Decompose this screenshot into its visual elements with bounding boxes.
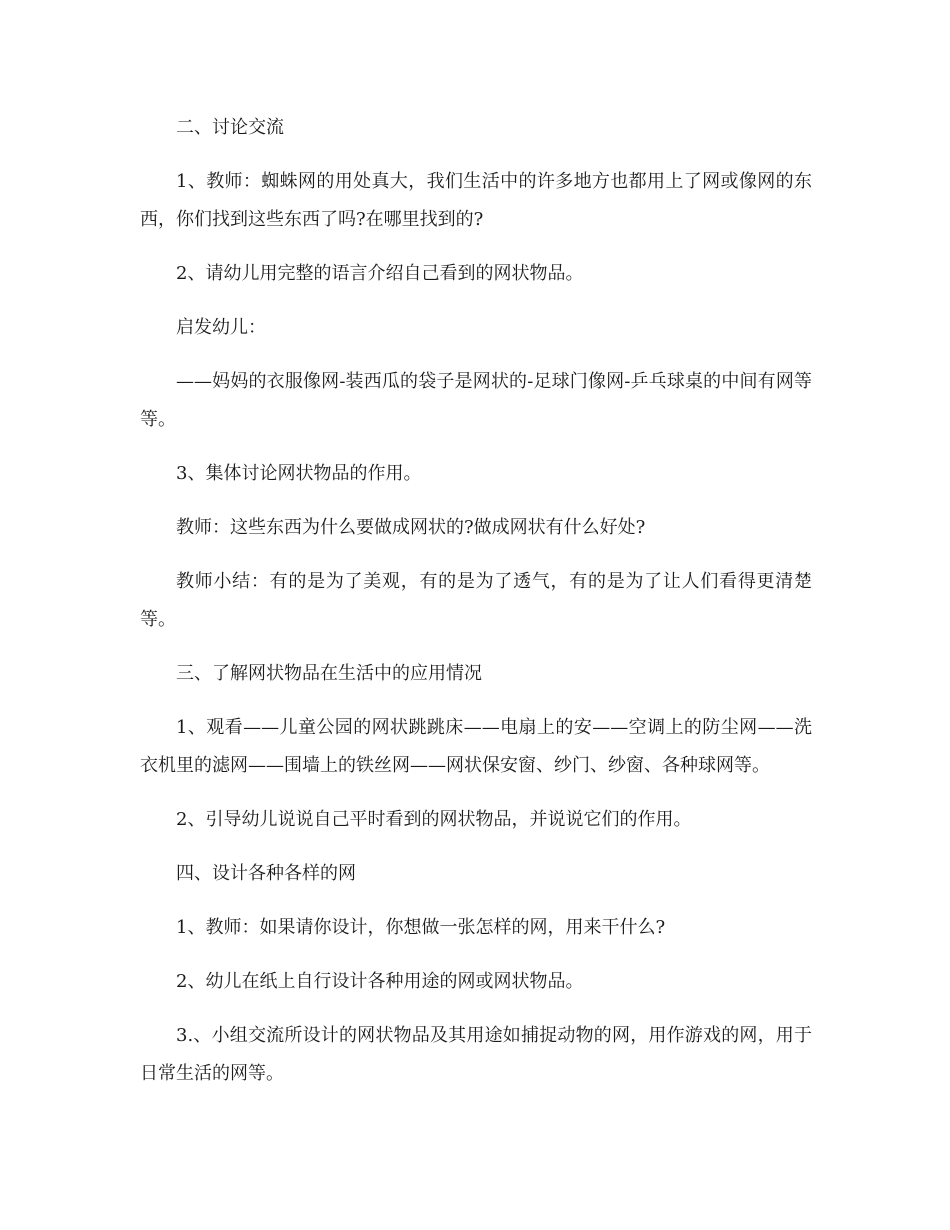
section-heading-design: 四、设计各种各样的网 [176,863,356,884]
section-heading-application: 三、了解网状物品在生活中的应用情况 [176,663,482,684]
paragraph-introduce-items: 2、请幼儿用完整的语言介绍自己看到的网状物品。 [176,263,584,284]
paragraph-group-share: 3.、小组交流所设计的网状物品及其用途如捕捉动物的网，用作游戏的网，用于日常生活的网等。 [140,1025,812,1084]
section-heading-discussion: 二、讨论交流 [176,117,284,138]
paragraph-prompt-children: 启发幼儿： [176,317,266,338]
paragraph-teacher-question: 1、教师：蜘蛛网的用处真大，我们生活中的许多地方也都用上了网或像网的东西，你们找到这些东西了吗?在哪里找到的? [140,171,812,230]
paragraph-examples: ——妈妈的衣服像网-装西瓜的袋子是网状的-足球门像网-乒乓球桌的中间有网等等。 [140,371,812,430]
paragraph-group-discussion: 3、集体讨论网状物品的作用。 [176,463,422,484]
document-body [140,109,812,1109]
paragraph-teacher-why: 教师：这些东西为什么要做成网状的?做成网状有什么好处? [176,517,646,538]
paragraph-teacher-summary: 教师小结：有的是为了美观，有的是为了透气，有的是为了让人们看得更清楚等。 [140,571,812,630]
paragraph-children-design: 2、幼儿在纸上自行设计各种用途的网或网状物品。 [176,971,584,992]
paragraph-guide-children: 2、引导幼儿说说自己平时看到的网状物品，并说说它们的作用。 [176,809,692,830]
paragraph-observe: 1、观看——儿童公园的网状跳跳床——电扇上的安——空调上的防尘网——洗衣机里的滤网——围墙上的铁丝网——网状保安窗、纱门、纱窗、各种球网等。 [140,717,812,776]
paragraph-teacher-design: 1、教师：如果请你设计，你想做一张怎样的网，用来干什么? [176,917,666,938]
